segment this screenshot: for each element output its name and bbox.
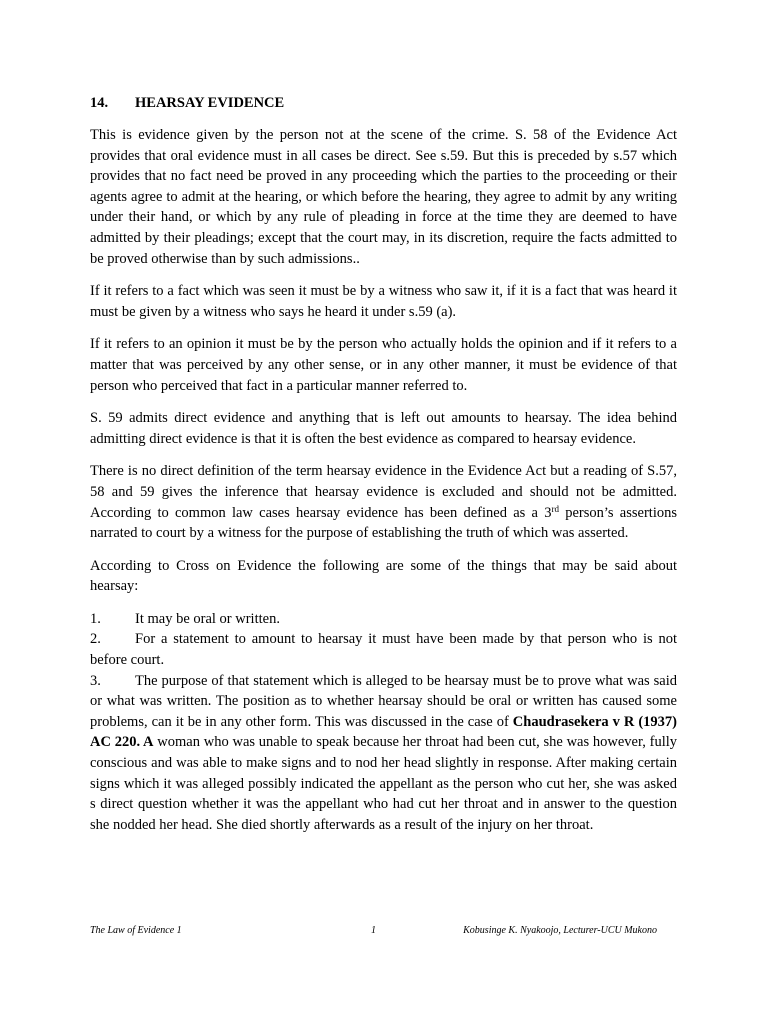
list-item-text-end: woman who was unable to speak because her throat had been cut, she was however, fully conscious and was able to make signs and to nod her head slightly in response. After making certain signs which it was alleged possibly indicated the appellant as the person who cut her, she was asked s direct question whether it was the appellant who had cut her throat and in answer to the question she nodded her head. She died shortly afterwards as a result of the injury on her throat. — [90, 734, 678, 833]
section-heading — [90, 93, 677, 113]
paragraph-5 — [90, 461, 677, 543]
paragraph-5-text-end: person’s assertions narrated to court by a witness for the purpose of establishing the truth of which was asserted. — [90, 504, 677, 542]
paragraph-2: If it refers to a fact which was seen it must be by a witness who saw it, if it is a fact that was heard it must be given by a witness who says he heard it under s.59 (a). — [90, 283, 677, 320]
footer-course-title: The Law of Evidence 1 — [90, 925, 182, 936]
section-title: HEARSAY EVIDENCE — [135, 95, 285, 111]
list-item — [90, 629, 677, 670]
footer-page-number: 1 — [371, 925, 376, 936]
list-item-text: For a statement to amount to hearsay it must have been made by that person who is not before court. — [90, 631, 677, 669]
paragraph-5-text-start: There is no direct definition of the term hearsay evidence in the Evidence Act but a reading of S.57, 58 and 59 gives the inference that hearsay evidence is excluded and should not be admitted. According to common law cases hearsay evidence has been defined as a 3 — [90, 463, 677, 521]
list-item-text: It may be oral or written. — [135, 610, 280, 627]
document-page — [90, 93, 677, 835]
list-item — [90, 671, 677, 836]
numbered-list — [90, 609, 677, 836]
section-number: 14. — [90, 95, 109, 111]
paragraph-4: S. 59 admits direct evidence and anything that is left out amounts to hearsay. The idea behind admitting direct evidence is that it is often the best evidence as compared to hearsay evidence. — [90, 410, 677, 447]
footer-author: Kobusinge K. Nyakoojo, Lecturer-UCU Mukono — [463, 925, 657, 936]
list-item-number: 3. — [90, 672, 101, 689]
list-item — [90, 609, 677, 630]
list-item-text-start: The purpose of that statement which is alleged to be hearsay must be to prove what was said or what was written. The position as to whether hearsay should be oral or written has caused some problems, can it be in any other form. This was discussed in the case of — [90, 672, 677, 730]
paragraph-1: This is evidence given by the person not at the scene of the crime. S. 58 of the Evidence Act provides that oral evidence must in all cases be direct. See s.59. But this is preceded by s.57 which provides that no fact need be proved in any proceeding which the parties to the proceeding or their agents agree to admit at the hearing, or which before the hearing, they agree to admit by any writing under their hand, or which by any rule of pleading in force at the time they are deemed to have admitted by their pleadings; except that the court may, in its discretion, require the facts admitted to be proved otherwise than by such admissions.. — [90, 127, 677, 267]
list-item-number: 2. — [90, 631, 101, 648]
case-citation: Chaudrasekera v R (1937) AC 220. A — [90, 713, 677, 751]
paragraph-3: If it refers to an opinion it must be by the person who actually holds the opinion and if it refers to a matter that was perceived by any other sense, or in any other manner, it must be evidence of that person who perceived that fact in a particular manner referred to. — [90, 336, 677, 394]
list-item-number: 1. — [90, 610, 101, 627]
ordinal-superscript: rd — [551, 503, 559, 514]
paragraph-6: According to Cross on Evidence the following are some of the things that may be said about hearsay: — [90, 557, 677, 595]
